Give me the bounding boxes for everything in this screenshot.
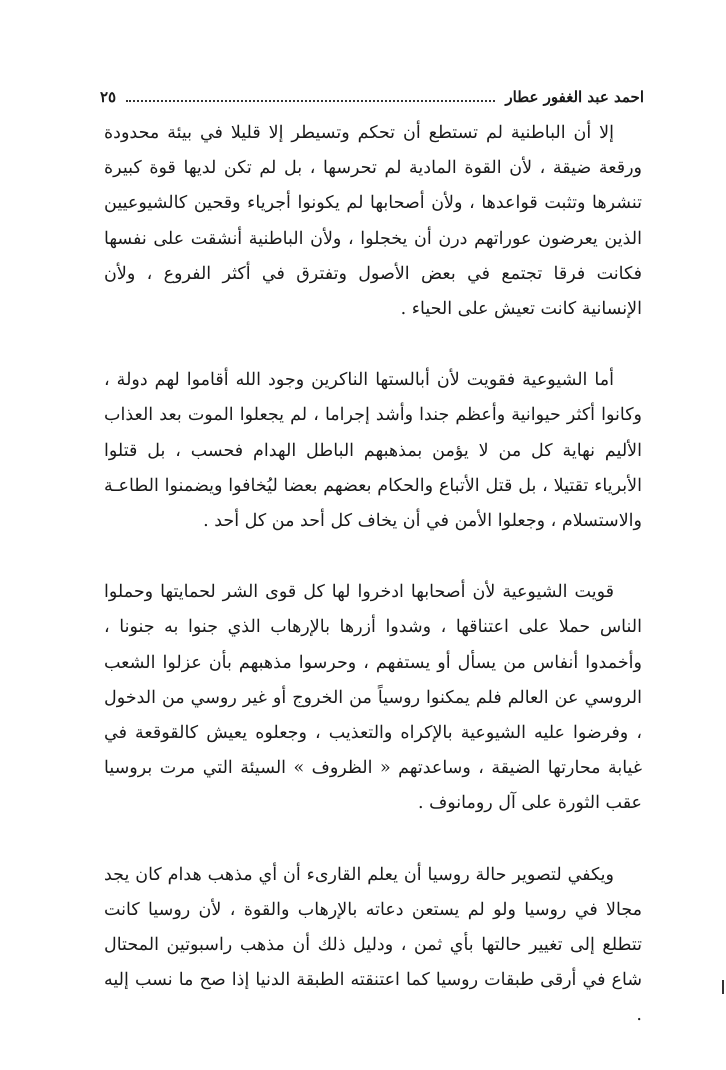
header-dotted-leader (126, 100, 495, 102)
paragraph-2: أما الشيوعية فقويت لأن أبالستها الناكرين وجود الله أقاموا لهم دولة ، وكانوا أكثر حيوانية وأعظم جندا وأشد إجراما ، لم يجعلوا الموت بعد العذاب الأليم نهاية كل من لا يؤمن بمذهبهم الباطل الهدام فحسب ، بل قتلوا الأبرياء تقتيلا ، بل قتل الأتباع والحكام بعضهم بعضا ليُخافوا ويضمنوا الطاعـة والاستسلام ، وجعلوا الأمن في أن يخاف كل أحد من كل أحد . (104, 370, 642, 532)
paragraph-4: ويكفي لتصوير حالة روسيا أن يعلم القارىء أن أي مذهب هدام كان يجد مجالا في روسيا ولو لم يستعن دعاته بالإرهاب والقوة ، لأن روسيا كانت تتطلع إلى تغيير حالتها بأي ثمن ، ودليل ذلك أن مذهب راسبوتين المحتال شاع في أرقى طبقات روسيا كما اعتنقته الطبقة الدنيا إذا صح ما نسب إليه . (104, 864, 642, 1026)
page-edge-mark (722, 980, 724, 994)
running-header (100, 84, 644, 110)
page-number: ٢٥ (100, 88, 117, 106)
paragraph-3: قويت الشيوعية لأن أصحابها ادخروا لها كل قوى الشر لحمايتها وحملوا الناس حملا على اعتناقها ، وشدوا أزرها بالإرهاب الذي جنوا به جنونا ، وأخمدوا أنفاس من يسأل أو يستفهم ، وحرسوا مذهبهم بأن عزلوا الشعب الروسي عن العالم فلم يمكنوا روسياً من الخروج أو غير روسي من الدخول ، وفرضوا عليه الشيوعية بالإكراه والتعذيب ، وجعلوه يعيش كالقوقعة في غيابة محارتها الضيقة ، وساعدتهم « الظروف » السيئة التي مرت بروسيا عقب الثورة على آل رومانوف . (104, 582, 642, 814)
header-author: احمد عبد الغفور عطار (505, 88, 644, 106)
body-text (104, 116, 642, 1034)
paragraph-1: إلا أن الباطنية لم تستطع أن تحكم وتسيطر إلا قليلا في بيئة محدودة ورقعة ضيقة ، لأن القوة المادية لم تحرسها ، بل لم تكن لديها قوة كبيرة تنشرها وتثبت قواعدها ، ولأن أصحابها لم يكونوا أجرياء وقحين كالشيوعيين الذين يعرضون عوراتهم درن أن يخجلوا ، ولأن الباطنية أنشقت على نفسها فكانت فرقا تجتمع في بعض الأصول وتفترق في أكثر الفروع ، ولأن الإنسانية كانت تعيش على الحياء . (104, 123, 642, 320)
